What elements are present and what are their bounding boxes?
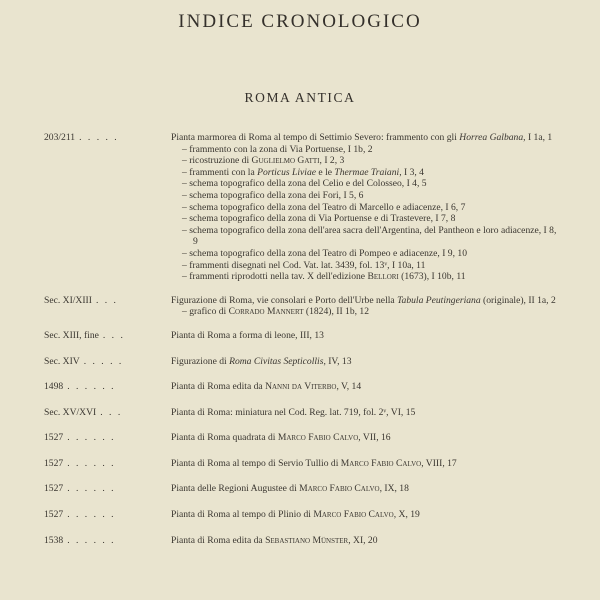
entry-date: Sec. XI/XIII . . . — [44, 294, 118, 306]
entry-text: Pianta di Roma edita da Nanni da Viterbo, V, 14 — [171, 381, 362, 393]
index-entry — [0, 356, 600, 368]
sub-entry: – schema topografico della zona dei Fori, I 5, 6 — [182, 189, 364, 201]
sub-entry: – ricostruzione di Guglielmo Gatti, I 2, 3 — [182, 155, 345, 167]
entry-text: Pianta di Roma al tempo di Plinio di Marco Fabio Calvo, X, 19 — [171, 509, 420, 521]
page-title: INDICE CRONOLOGICO — [178, 11, 422, 32]
index-entry — [0, 483, 600, 495]
sub-entry: – grafico di Corrado Mannert (1824), II 1b, 12 — [182, 306, 370, 318]
section-title: ROMA ANTICA — [244, 90, 356, 105]
sub-entry: – schema topografico della zona del Teatro di Marcello e adiacenze, I 6, 7 — [182, 201, 466, 213]
index-entry — [0, 535, 600, 547]
sub-entry: – schema topografico della zona dell'area sacra dell'Argentina, del Pantheon e loro adiacenze, I 8, 9 — [182, 224, 557, 248]
entry-text: Pianta di Roma quadrata di Marco Fabio Calvo, VII, 16 — [171, 432, 391, 444]
entry-text: Pianta marmorea di Roma al tempo di Settimio Severo: frammento con gli Horrea Galbana, I 1a, 1 – frammento con la zona di Via Portuense, I 1b, 2 – ricostruzione di Guglielmo Gatti, I 2, 3 – frammenti con la Porticus Liviae e le Thermae Traiani, I 3, 4 – schema topografico della zona del Celio e del Colosseo, I 4, 5 – schema topografico della zona dei Fori, I 5, 6 – schema topografico della zona del Teatro di Marcello e adiacenze, I 6, 7 – schema topografico della zona di Via Portuense e di Trastevere, I 7, 8 – schema topografico della zona dell'area sacra dell'Argentina, del Pantheon e loro adiacenze, I 8, 9 – schema topografico della zona del Teatro di Pompeo e adiacenze, I 9, 10 – frammenti disegnati nel Cod. Vat. lat. 3439, fol. 13ᵛ, I 10a, 11 – frammenti riprodotti nella tav. X dell'edizione Bellori (1673), I 10b, 11 — [171, 132, 559, 283]
entry-date: Sec. XIV . . . . . — [44, 355, 124, 367]
sub-entry: – schema topografico della zona del Celio e del Colosseo, I 4, 5 — [182, 178, 427, 190]
entry-date: 1527 . . . . . . — [44, 483, 116, 495]
index-entry — [0, 432, 600, 444]
sub-entry: – frammento con la zona di Via Portuense, I 1b, 2 — [182, 143, 373, 155]
entry-date: Sec. XIII, fine . . . — [44, 329, 125, 341]
index-entry — [0, 132, 600, 283]
index-entry — [0, 407, 600, 419]
entry-text: Pianta di Roma al tempo di Servio Tullio di Marco Fabio Calvo, VIII, 17 — [171, 457, 457, 469]
entry-text: Figurazione di Roma, vie consolari e Porto dell'Urbe nella Tabula Peutingeriana (originale), II 1a, 2 – grafico di Corrado Mannert (1824), II 1b, 12 — [171, 295, 559, 318]
entry-date: 1498 . . . . . . — [44, 381, 116, 393]
entry-text: Pianta di Roma: miniatura nel Cod. Reg. lat. 719, fol. 2ᵛ, VI, 15 — [171, 406, 416, 418]
entry-date: Sec. XV/XVI . . . — [44, 406, 123, 418]
index-entry — [0, 509, 600, 521]
entry-date: 1527 . . . . . . — [44, 432, 116, 444]
sub-entry: – frammenti disegnati nel Cod. Vat. lat. 3439, fol. 13ᵛ, I 10a, 11 — [182, 259, 426, 271]
index-entry — [0, 381, 600, 393]
chronological-index — [0, 132, 600, 546]
entry-date: 1527 . . . . . . — [44, 457, 116, 469]
sub-entry: – frammenti con la Porticus Liviae e le Thermae Traiani, I 3, 4 — [182, 166, 424, 178]
index-entry — [0, 458, 600, 470]
sub-entry: – frammenti riprodotti nella tav. X dell'edizione Bellori (1673), I 10b, 11 — [182, 271, 466, 283]
index-entry — [0, 330, 600, 342]
index-entry — [0, 295, 600, 318]
entry-date: 1527 . . . . . . — [44, 509, 116, 521]
entry-text: Pianta di Roma edita da Sebastiano Münster, XI, 20 — [171, 534, 378, 546]
entry-text: Figurazione di Roma Civitas Septicollis, IV, 13 — [171, 355, 352, 367]
entry-date: 203/211 . . . . . — [44, 132, 119, 143]
entry-text: Pianta delle Regioni Augustee di Marco Fabio Calvo, IX, 18 — [171, 483, 409, 495]
sub-entry: – schema topografico della zona del Teatro di Pompeo e adiacenze, I 9, 10 — [182, 247, 467, 259]
entry-date: 1538 . . . . . . — [44, 534, 116, 546]
sub-entry: – schema topografico della zona di Via Portuense e di Trastevere, I 7, 8 — [182, 213, 456, 225]
entry-text: Pianta di Roma a forma di leone, III, 13 — [171, 329, 324, 341]
